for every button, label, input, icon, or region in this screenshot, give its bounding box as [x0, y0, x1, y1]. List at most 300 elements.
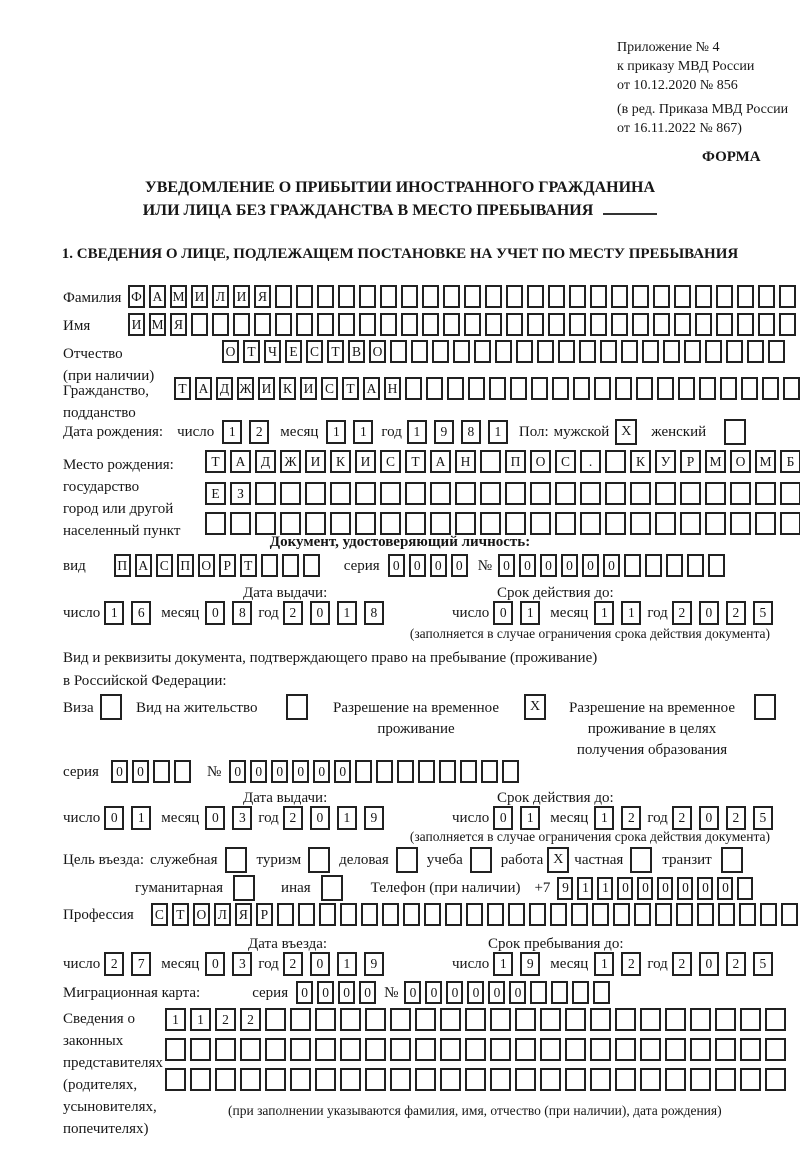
char-cell [571, 903, 588, 926]
char-cell [716, 313, 733, 336]
identity-issue-year-input[interactable] [283, 601, 384, 625]
char-cell: 0 [493, 601, 513, 625]
purpose-tourism-checkbox[interactable] [308, 847, 330, 873]
char-cell [174, 760, 191, 783]
char-cell [443, 313, 460, 336]
char-cell [255, 482, 276, 505]
char-cell: 0 [717, 877, 733, 900]
char-cell [676, 903, 693, 926]
char-cell: С [156, 554, 173, 577]
char-cell [613, 903, 630, 926]
char-cell: 2 [283, 806, 303, 830]
char-cell: 2 [672, 952, 692, 976]
char-cell: 0 [637, 877, 653, 900]
char-cell: 8 [232, 601, 252, 625]
residence-expiry-date-row [452, 806, 773, 830]
char-cell [737, 313, 754, 336]
char-cell [390, 1008, 411, 1031]
char-cell: Е [285, 340, 302, 363]
char-cell [265, 1008, 286, 1031]
section1-heading: 1. СВЕДЕНИЯ О ЛИЦЕ, ПОДЛЕЖАЩЕМ ПОСТАНОВКЕ НА УЧЕТ ПО МЕСТУ ПРЕБЫВАНИЯ [61, 246, 739, 262]
char-cell: И [305, 450, 326, 473]
char-cell [684, 340, 701, 363]
document-series-input[interactable] [388, 554, 468, 577]
char-cell [440, 1038, 461, 1061]
legal-representatives-label-line: усыновителях, [63, 1099, 157, 1115]
char-cell [593, 981, 610, 1004]
char-cell: С [306, 340, 323, 363]
entry-year-input[interactable] [283, 952, 384, 976]
month-label: месяц [161, 810, 200, 826]
char-cell: Д [255, 450, 276, 473]
char-cell [600, 340, 617, 363]
char-cell: 1 [594, 601, 614, 625]
legal-representatives-input-row3[interactable] [165, 1068, 786, 1091]
char-cell [680, 482, 701, 505]
char-cell: 0 [425, 981, 442, 1004]
residence-series-input[interactable] [111, 760, 191, 783]
char-cell [502, 760, 519, 783]
purpose-official-checkbox[interactable] [225, 847, 247, 873]
char-cell [621, 340, 638, 363]
char-cell [765, 1008, 786, 1031]
char-cell [765, 1068, 786, 1091]
identity-issue-month-input[interactable] [205, 601, 252, 625]
char-cell: Б [780, 450, 800, 473]
month-label: месяц [550, 810, 589, 826]
char-cell [215, 1038, 236, 1061]
legal-representatives-input-row2[interactable] [165, 1038, 786, 1061]
char-cell: 0 [292, 760, 309, 783]
char-cell: И [300, 377, 317, 400]
char-cell [465, 1008, 486, 1031]
form-title [0, 177, 800, 222]
char-cell [418, 760, 435, 783]
profession-label: Профессия [63, 906, 134, 923]
char-cell [465, 1038, 486, 1061]
char-cell: Р [680, 450, 701, 473]
char-cell [277, 903, 294, 926]
legal-representatives-label-line: законных [63, 1033, 124, 1049]
char-cell [758, 285, 775, 308]
char-cell [455, 482, 476, 505]
char-cell [552, 377, 569, 400]
char-cell [319, 903, 336, 926]
char-cell [590, 313, 607, 336]
char-cell: 1 [520, 601, 540, 625]
char-cell: О [222, 340, 239, 363]
profession-input[interactable] [151, 903, 800, 926]
purpose-humanitarian-checkbox[interactable] [233, 875, 255, 901]
char-cell: 8 [364, 601, 384, 625]
title-blank-line [603, 199, 657, 215]
char-cell [768, 340, 785, 363]
char-cell [653, 313, 670, 336]
year-label: год [381, 424, 402, 440]
char-cell: С [151, 903, 168, 926]
purpose-business-checkbox[interactable] [396, 847, 418, 873]
char-cell [290, 1008, 311, 1031]
temp-residence-option-label: Разрешение на временное проживание [333, 700, 499, 737]
residence-expiry-day-input[interactable] [493, 806, 540, 830]
char-cell [665, 1008, 686, 1031]
citizenship-label: Гражданство, [63, 383, 150, 399]
char-cell [430, 482, 451, 505]
char-cell [605, 450, 626, 473]
char-cell [261, 554, 278, 577]
char-cell [510, 377, 527, 400]
char-cell: С [380, 450, 401, 473]
char-cell [240, 1038, 261, 1061]
year-label: год [647, 956, 668, 972]
char-cell: Н [384, 377, 401, 400]
char-cell [296, 313, 313, 336]
char-cell [565, 1038, 586, 1061]
char-cell: 0 [699, 601, 719, 625]
residence-permit-checkbox[interactable] [286, 694, 308, 720]
residence-number-input[interactable] [229, 760, 519, 783]
char-cell [611, 313, 628, 336]
purpose-transit-checkbox[interactable] [721, 847, 743, 873]
char-cell [630, 482, 651, 505]
identity-expiry-date-row [452, 601, 773, 625]
char-cell: К [330, 450, 351, 473]
char-cell: 1 [407, 420, 427, 444]
char-cell: 0 [310, 952, 330, 976]
sex-female-checkbox[interactable] [724, 419, 746, 445]
char-cell: 1 [337, 952, 357, 976]
residence-issue-date-row [63, 806, 384, 830]
requisite-line: к приказу МВД России [617, 59, 755, 74]
entry-month-input[interactable] [205, 952, 252, 976]
char-cell: Т [172, 903, 189, 926]
char-cell [558, 340, 575, 363]
char-cell: 0 [359, 981, 376, 1004]
document-kind-label: вид [63, 557, 86, 574]
identity-expiry-year-input[interactable] [672, 601, 773, 625]
month-label: месяц [161, 956, 200, 972]
char-cell [240, 1068, 261, 1091]
char-cell: 9 [557, 877, 573, 900]
char-cell: Р [219, 554, 236, 577]
char-cell [580, 482, 601, 505]
char-cell [487, 903, 504, 926]
purpose-study-checkbox[interactable] [470, 847, 492, 873]
identity-document-row [63, 554, 725, 577]
document-number-input[interactable] [498, 554, 725, 577]
residence-expiry-month-input[interactable] [594, 806, 641, 830]
char-cell: 1 [493, 952, 513, 976]
char-cell: 0 [205, 952, 225, 976]
char-cell [508, 903, 525, 926]
birth-year-input[interactable] [407, 420, 508, 444]
purpose-official-label: служебная [149, 852, 218, 868]
char-cell [338, 285, 355, 308]
residence-permit-option-label: Вид на жительство [136, 700, 258, 716]
char-cell [640, 1068, 661, 1091]
char-cell: 0 [430, 554, 447, 577]
char-cell [290, 1068, 311, 1091]
purpose-other-checkbox[interactable] [321, 875, 343, 901]
char-cell: Е [205, 482, 226, 505]
char-cell: Я [170, 313, 187, 336]
char-cell: 0 [540, 554, 557, 577]
migration-card-row [63, 981, 610, 1004]
purpose-private-label: частная [574, 852, 624, 868]
migration-series-input[interactable] [296, 981, 376, 1004]
char-cell [715, 1008, 736, 1031]
identity-document-heading: Документ, удостоверяющий личность: [269, 534, 531, 550]
char-cell [376, 760, 393, 783]
char-cell [315, 1008, 336, 1031]
residence-issue-month-input[interactable] [205, 806, 252, 830]
identity-expiry-heading: Срок действия до: [497, 585, 614, 601]
char-cell [569, 285, 586, 308]
char-cell: К [279, 377, 296, 400]
char-cell: 1 [594, 806, 614, 830]
char-cell: О [730, 450, 751, 473]
char-cell [762, 377, 779, 400]
char-cell [783, 377, 800, 400]
char-cell [445, 903, 462, 926]
char-cell [390, 1068, 411, 1091]
profession-row [63, 903, 800, 926]
char-cell [340, 903, 357, 926]
char-cell [466, 903, 483, 926]
char-cell: 0 [404, 981, 421, 1004]
identity-expiry-day-input[interactable] [493, 601, 540, 625]
char-cell [540, 1038, 561, 1061]
char-cell: М [170, 285, 187, 308]
char-cell [715, 1038, 736, 1061]
char-cell: 0 [334, 760, 351, 783]
identity-issue-day-input[interactable] [104, 601, 151, 625]
purpose-other-label: иная [281, 880, 311, 896]
char-cell: У [655, 450, 676, 473]
stay-until-row [452, 952, 773, 976]
char-cell: 0 [657, 877, 673, 900]
year-label: год [647, 810, 668, 826]
char-cell [740, 1068, 761, 1091]
char-cell [440, 1068, 461, 1091]
visit-purpose-row2 [135, 875, 753, 901]
char-cell [401, 285, 418, 308]
char-cell: Т [174, 377, 191, 400]
migration-number-input[interactable] [404, 981, 610, 1004]
char-cell: И [355, 450, 376, 473]
char-cell [730, 482, 751, 505]
char-cell: К [630, 450, 651, 473]
char-cell [592, 903, 609, 926]
stay-day-input[interactable] [493, 952, 540, 976]
char-cell [355, 760, 372, 783]
given-name-input[interactable] [128, 313, 796, 336]
residence-doc-intro2: в Российской Федерации: [63, 673, 227, 689]
char-cell [590, 285, 607, 308]
char-cell [460, 760, 477, 783]
char-cell [715, 1068, 736, 1091]
char-cell [551, 981, 568, 1004]
char-cell [615, 1008, 636, 1031]
char-cell: Т [240, 554, 257, 577]
char-cell: 0 [310, 806, 330, 830]
char-cell: 0 [310, 601, 330, 625]
char-cell [380, 482, 401, 505]
char-cell [191, 313, 208, 336]
char-cell [340, 1068, 361, 1091]
temp-residence-education-option-label: Разрешение на временное проживание в целях получения образования [569, 700, 735, 758]
char-cell [579, 340, 596, 363]
char-cell [338, 313, 355, 336]
visa-checkbox[interactable] [100, 694, 122, 720]
char-cell [695, 285, 712, 308]
char-cell [380, 313, 397, 336]
legal-representatives-label [63, 1008, 163, 1140]
char-cell [298, 903, 315, 926]
char-cell [760, 903, 777, 926]
legal-representatives-label-line: представителях [63, 1055, 163, 1071]
stay-year-input[interactable] [672, 952, 773, 976]
residence-expiry-year-input[interactable] [672, 806, 773, 830]
char-cell [695, 313, 712, 336]
char-cell [737, 285, 754, 308]
residence-issue-day-input[interactable] [104, 806, 151, 830]
sex-male-label: мужской [553, 424, 610, 440]
phone-input[interactable] [557, 877, 753, 900]
char-cell: 0 [205, 806, 225, 830]
char-cell: 0 [271, 760, 288, 783]
char-cell: 5 [753, 952, 773, 976]
char-cell: О [369, 340, 386, 363]
char-cell: 5 [753, 601, 773, 625]
char-cell [726, 340, 743, 363]
char-cell: 1 [597, 877, 613, 900]
birth-place-label: Место рождения: [63, 457, 174, 473]
month-label: месяц [550, 956, 589, 972]
citizenship-input[interactable] [174, 377, 800, 400]
char-cell: 0 [467, 981, 484, 1004]
char-cell [690, 1038, 711, 1061]
purpose-transit-label: транзит [662, 852, 712, 868]
char-cell [439, 760, 456, 783]
identity-expiry-month-input[interactable] [594, 601, 641, 625]
char-cell [233, 313, 250, 336]
char-cell: 0 [509, 981, 526, 1004]
char-cell [640, 1008, 661, 1031]
entry-day-input[interactable] [104, 952, 151, 976]
char-cell: Ф [128, 285, 145, 308]
char-cell: 0 [488, 981, 505, 1004]
char-cell [505, 482, 526, 505]
char-cell: Я [254, 285, 271, 308]
char-cell [634, 903, 651, 926]
char-cell: 1 [190, 1008, 211, 1031]
char-cell [296, 285, 313, 308]
char-cell [540, 1068, 561, 1091]
char-cell: 0 [603, 554, 620, 577]
birth-month-input[interactable] [326, 420, 373, 444]
document-kind-input[interactable] [114, 554, 320, 577]
temp-residence-checkbox[interactable]: X [524, 694, 546, 720]
residence-issue-heading: Дата выдачи: [243, 790, 328, 806]
char-cell: 5 [753, 806, 773, 830]
char-cell [548, 285, 565, 308]
char-cell [720, 377, 737, 400]
char-cell [280, 482, 301, 505]
char-cell [495, 340, 512, 363]
temp-residence-education-checkbox[interactable] [754, 694, 776, 720]
char-cell [464, 285, 481, 308]
legal-representatives-input-row1[interactable] [165, 1008, 786, 1031]
visit-purpose-label: Цель въезда: [63, 852, 144, 868]
document-series-label: серия [343, 557, 380, 574]
char-cell: 9 [364, 952, 384, 976]
char-cell: 0 [699, 952, 719, 976]
char-cell [611, 285, 628, 308]
char-cell [275, 313, 292, 336]
char-cell: Л [214, 903, 231, 926]
char-cell: 2 [726, 601, 746, 625]
char-cell [303, 554, 320, 577]
char-cell [737, 877, 753, 900]
residence-issue-year-input[interactable] [283, 806, 384, 830]
char-cell: 9 [520, 952, 540, 976]
residence-number-label: № [206, 763, 222, 780]
patronymic-input[interactable] [222, 340, 785, 363]
char-cell [282, 554, 299, 577]
stay-month-input[interactable] [594, 952, 641, 976]
char-cell [555, 482, 576, 505]
char-cell: Я [235, 903, 252, 926]
char-cell [590, 1068, 611, 1091]
char-cell [480, 482, 501, 505]
char-cell [443, 285, 460, 308]
birth-day-input[interactable] [222, 420, 269, 444]
given-name-label: Имя [63, 318, 91, 334]
purpose-work-checkbox[interactable]: X [547, 847, 569, 873]
sex-label: Пол: [518, 424, 549, 440]
char-cell [453, 340, 470, 363]
char-cell [365, 1068, 386, 1091]
purpose-private-checkbox[interactable] [630, 847, 652, 873]
char-cell [468, 377, 485, 400]
year-label: год [647, 605, 668, 621]
char-cell: Т [205, 450, 226, 473]
char-cell: А [430, 450, 451, 473]
char-cell [190, 1068, 211, 1091]
char-cell: Ж [280, 450, 301, 473]
char-cell: 0 [338, 981, 355, 1004]
birth-place-input-row2[interactable] [205, 482, 800, 505]
char-cell [590, 1038, 611, 1061]
day-label: число [452, 956, 490, 972]
char-cell [481, 760, 498, 783]
char-cell: 2 [104, 952, 124, 976]
char-cell [401, 313, 418, 336]
char-cell: 1 [337, 806, 357, 830]
char-cell [515, 1038, 536, 1061]
surname-input[interactable] [128, 285, 796, 308]
char-cell: 2 [672, 601, 692, 625]
char-cell: З [230, 482, 251, 505]
char-cell [758, 313, 775, 336]
char-cell: 2 [283, 601, 303, 625]
char-cell: Ч [264, 340, 281, 363]
sex-male-checkbox[interactable]: X [615, 419, 637, 445]
birth-place-input-row1[interactable] [205, 450, 800, 473]
char-cell [527, 313, 544, 336]
char-cell [254, 313, 271, 336]
